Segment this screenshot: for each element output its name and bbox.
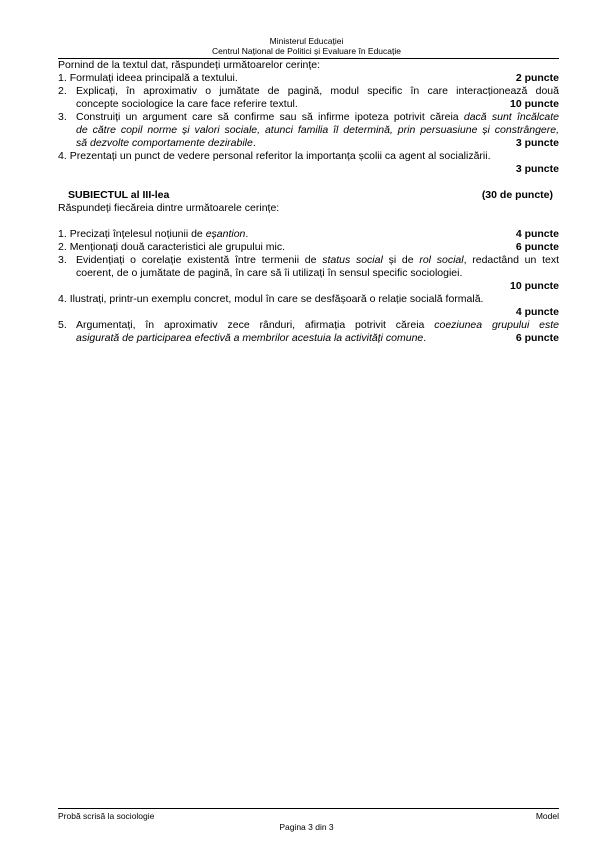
s3-item-3-i1: status social <box>322 254 383 266</box>
s2-item-4 <box>58 150 559 163</box>
s3-item-1-points: 4 puncte <box>515 228 559 240</box>
s3-item-5-i2: asigurată de participarea efectivă a membrilor acestuia la activități comune <box>76 332 424 344</box>
footer-left: Probă scrisă la sociologie <box>58 811 155 821</box>
s2-item-3-points: 3 puncte <box>515 137 559 149</box>
footer-page: Pagina 3 din 3 <box>279 822 334 832</box>
s2-item-4-num: 4. <box>58 150 67 162</box>
s3-item-5 <box>58 319 559 332</box>
s2-item-3-italic1: dacă sunt încălcate <box>463 111 559 123</box>
s2-item-3 <box>58 111 559 124</box>
s2-item-2-points: 10 puncte <box>509 98 559 110</box>
s2-item-4-points: 3 puncte <box>515 163 559 175</box>
s3-item-2-num: 2. <box>58 241 67 253</box>
s3-item-1 <box>58 228 559 241</box>
s2-item-3-num: 3. <box>58 111 67 123</box>
s3-item-3-num: 3. <box>58 254 67 266</box>
s3-item-1-text: Precizați înțelesul noțiunii de <box>69 228 203 240</box>
subject3-title: SUBIECTUL al III-lea <box>68 189 170 201</box>
subject3-intro: Răspundeți fiecăreia dintre următoarele cerințe: <box>58 202 280 214</box>
s2-item-3-pre: Construiți un argument care să confirme sau să infirme ipoteza potrivit căreia <box>76 111 459 123</box>
s3-item-2 <box>58 241 559 254</box>
s3-item-4-text: Ilustrați, printr-un exemplu concret, modul în care se desfășoară o relație socială formală. <box>69 293 484 305</box>
document-body <box>58 59 559 345</box>
s2-item-3-italic2: de către copil norme și valori sociale, atunci familia îl determină, prin persuasiune și constrângere, <box>76 124 559 136</box>
s3-item-5-a: Argumentați, în aproximativ zece rânduri, afirmația potrivit căreia <box>76 319 425 331</box>
s2-item-2 <box>58 85 559 98</box>
s2-item-2-cont <box>58 98 559 111</box>
s3-item-1-post: . <box>245 228 249 240</box>
s3-item-5-points: 6 puncte <box>515 332 559 344</box>
s2-item-4-text: Prezentați un punct de vedere personal referitor la importanța școlii ca agent al socializării. <box>69 150 491 162</box>
s3-item-2-text: Menționați două caracteristici ale grupului mic. <box>69 241 286 253</box>
s2-item-1-points: 2 puncte <box>515 72 559 84</box>
header-center: Centrul Național de Politici și Evaluare în Educație <box>212 46 401 56</box>
s3-item-3 <box>58 254 559 267</box>
s3-item-3-i2: rol social <box>419 254 464 266</box>
subject2-intro: Pornind de la textul dat, răspundeți următoarelor cerințe: <box>58 59 321 71</box>
s3-item-3-a: Evidențiați o corelație existentă între termenii de <box>76 254 317 266</box>
s3-item-5-i1: coeziunea grupului este <box>434 319 559 331</box>
footer-rule <box>58 808 559 809</box>
s2-item-2-line2: concepte sociologice la care face referire textul. <box>76 98 298 110</box>
s3-item-2-points: 6 puncte <box>515 241 559 253</box>
s2-item-2-line1: Explicați, în aproximativ o jumătate de pagină, modul specific în care interacționează două <box>76 85 559 97</box>
s3-item-3-points: 10 puncte <box>509 280 559 292</box>
s3-item-4-num: 4. <box>58 293 67 305</box>
s2-item-1-text: Formulați ideea principală a textului. <box>69 72 238 84</box>
header-ministry: Ministerul Educației <box>269 36 344 46</box>
s3-item-3-b: și de <box>388 254 414 266</box>
s2-item-3-italic3: să dezvolte comportamente dezirabile <box>76 137 253 149</box>
s3-item-4 <box>58 293 559 306</box>
s2-item-2-num: 2. <box>58 85 67 97</box>
s2-item-1-num: 1. <box>58 72 67 84</box>
s3-item-5-post: . <box>423 332 427 344</box>
s3-item-3-line2: coerent, de o jumătate de pagină, în care să îi utilizați în sensul specific sociologiei. <box>76 267 463 279</box>
subject3-heading <box>58 189 559 202</box>
s3-item-1-italic: eșantion <box>205 228 246 240</box>
s3-item-4-points: 4 puncte <box>515 306 559 318</box>
s2-item-1 <box>58 72 559 85</box>
subject3-total: (30 de puncte) <box>481 189 553 201</box>
s2-item-3-post: . <box>252 137 256 149</box>
s3-item-5-num: 5. <box>58 319 67 331</box>
footer-right: Model <box>535 811 559 821</box>
s3-item-1-num: 1. <box>58 228 67 240</box>
s3-item-3-c: , redactând un text <box>463 254 560 266</box>
